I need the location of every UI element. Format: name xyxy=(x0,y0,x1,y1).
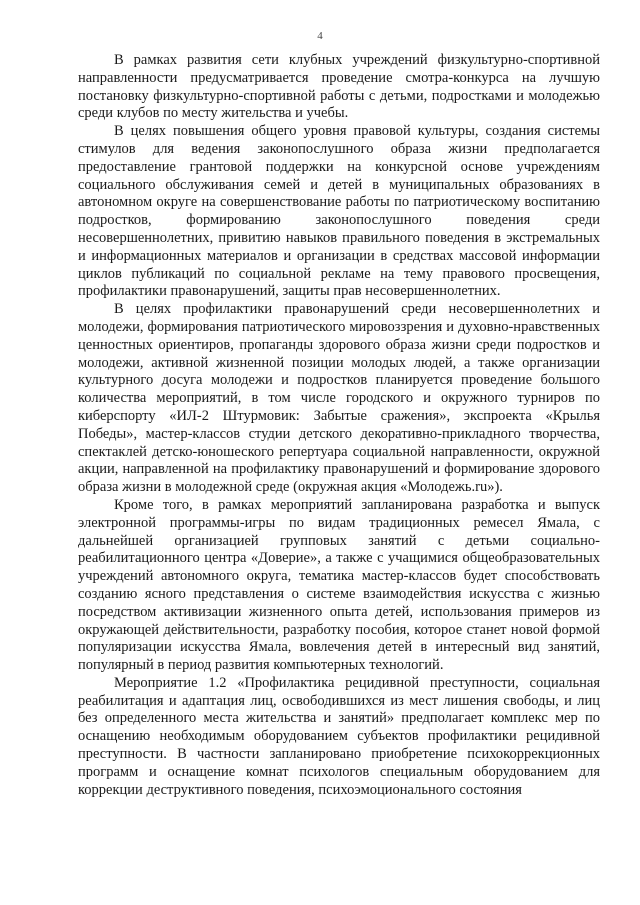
page-number: 4 xyxy=(317,30,323,42)
paragraph-measure-1-2: Мероприятие 1.2 «Профилактика рецидивной преступности, социальная реабилитация и адаптация лиц, освободившихся из мест лишения свободы, и лиц без определенного места жительства и занятий» предполагает комплекс мер по оснащению необходимым оборудованием субъектов профилактики рецидивной преступности. В частности запланировано приобретение психокоррекционных программ и оснащение комнат психологов специальным оборудованием для коррекции деструктивного поведения, психоэмоционального состояния xyxy=(78,674,600,798)
paragraph-legal-culture: В целях повышения общего уровня правовой культуры, создания системы стимулов для ведения законопослушного образа жизни предполагается предоставление грантовой поддержки на конкурсной основе учреждениям социального обслуживания семей и детей в муниципальных образованиях в автономном округе на совершенствование работы по патриотическому воспитанию подростков, формированию законопослушного поведения среди несовершеннолетних, привитию навыков правильного поведения в экстремальных и информационных материалов и организации в средствах массовой информации циклов публикаций по социальной рекламе на тему правового просвещения, профилактики правонарушений, защиты прав несовершеннолетних. xyxy=(78,123,600,300)
paragraph-clubs: В рамках развития сети клубных учреждений физкультурно-спортивной направленности предусматривается проведение смотра-конкурса на лучшую постановку физкультурно-спортивной работы с детьми, подростками и молодежью среди клубов по месту жительства и учебы. xyxy=(78,52,600,122)
paragraph-offense-prevention: В целях профилактики правонарушений среди несовершеннолетних и молодежи, формирования патриотического мировоззрения и духовно-нравственных ценностных ориентиров, пропаганды здорового образа жизни среди подростков и молодежи, активной жизненной позиции молодых людей, а также организации культурного досуга молодежи и подростков планируется проведение большого количества мероприятий, в том числе городского и окружного турниров по киберспорту «ИЛ-2 Штурмовик: Забытые сражения», экспроекта «Крылья Победы», мастер-классов студии детского декоративно-прикладного творчества, спектаклей детско-юношеского репертуара социальной направленности, окружной акции, направленной на профилактику правонарушений и формирование здорового образа жизни в молодежной среде (окружная акция «Молодежь.ru»). xyxy=(78,301,600,496)
document-body xyxy=(78,52,600,799)
paragraph-electronic-game: Кроме того, в рамках мероприятий запланирована разработка и выпуск электронной программы-игры по видам традиционных ремесел Ямала, с дальнейшей организацией групповых занятий с детьми социально-реабилитационного центра «Доверие», а также с учащимися общеобразовательных учреждений автономного округа, тематика мастер-классов будет способствовать созданию ясного представления о системе взаимодействия искусства с жизнью посредством активизации жизненного опыта детей, использования примеров из окружающей действительности, разработку пособия, которое станет новой формой популяризации искусства Ямала, вовлечения детей в интересный вид занятий, популярный в период развития компьютерных технологий. xyxy=(78,496,600,674)
